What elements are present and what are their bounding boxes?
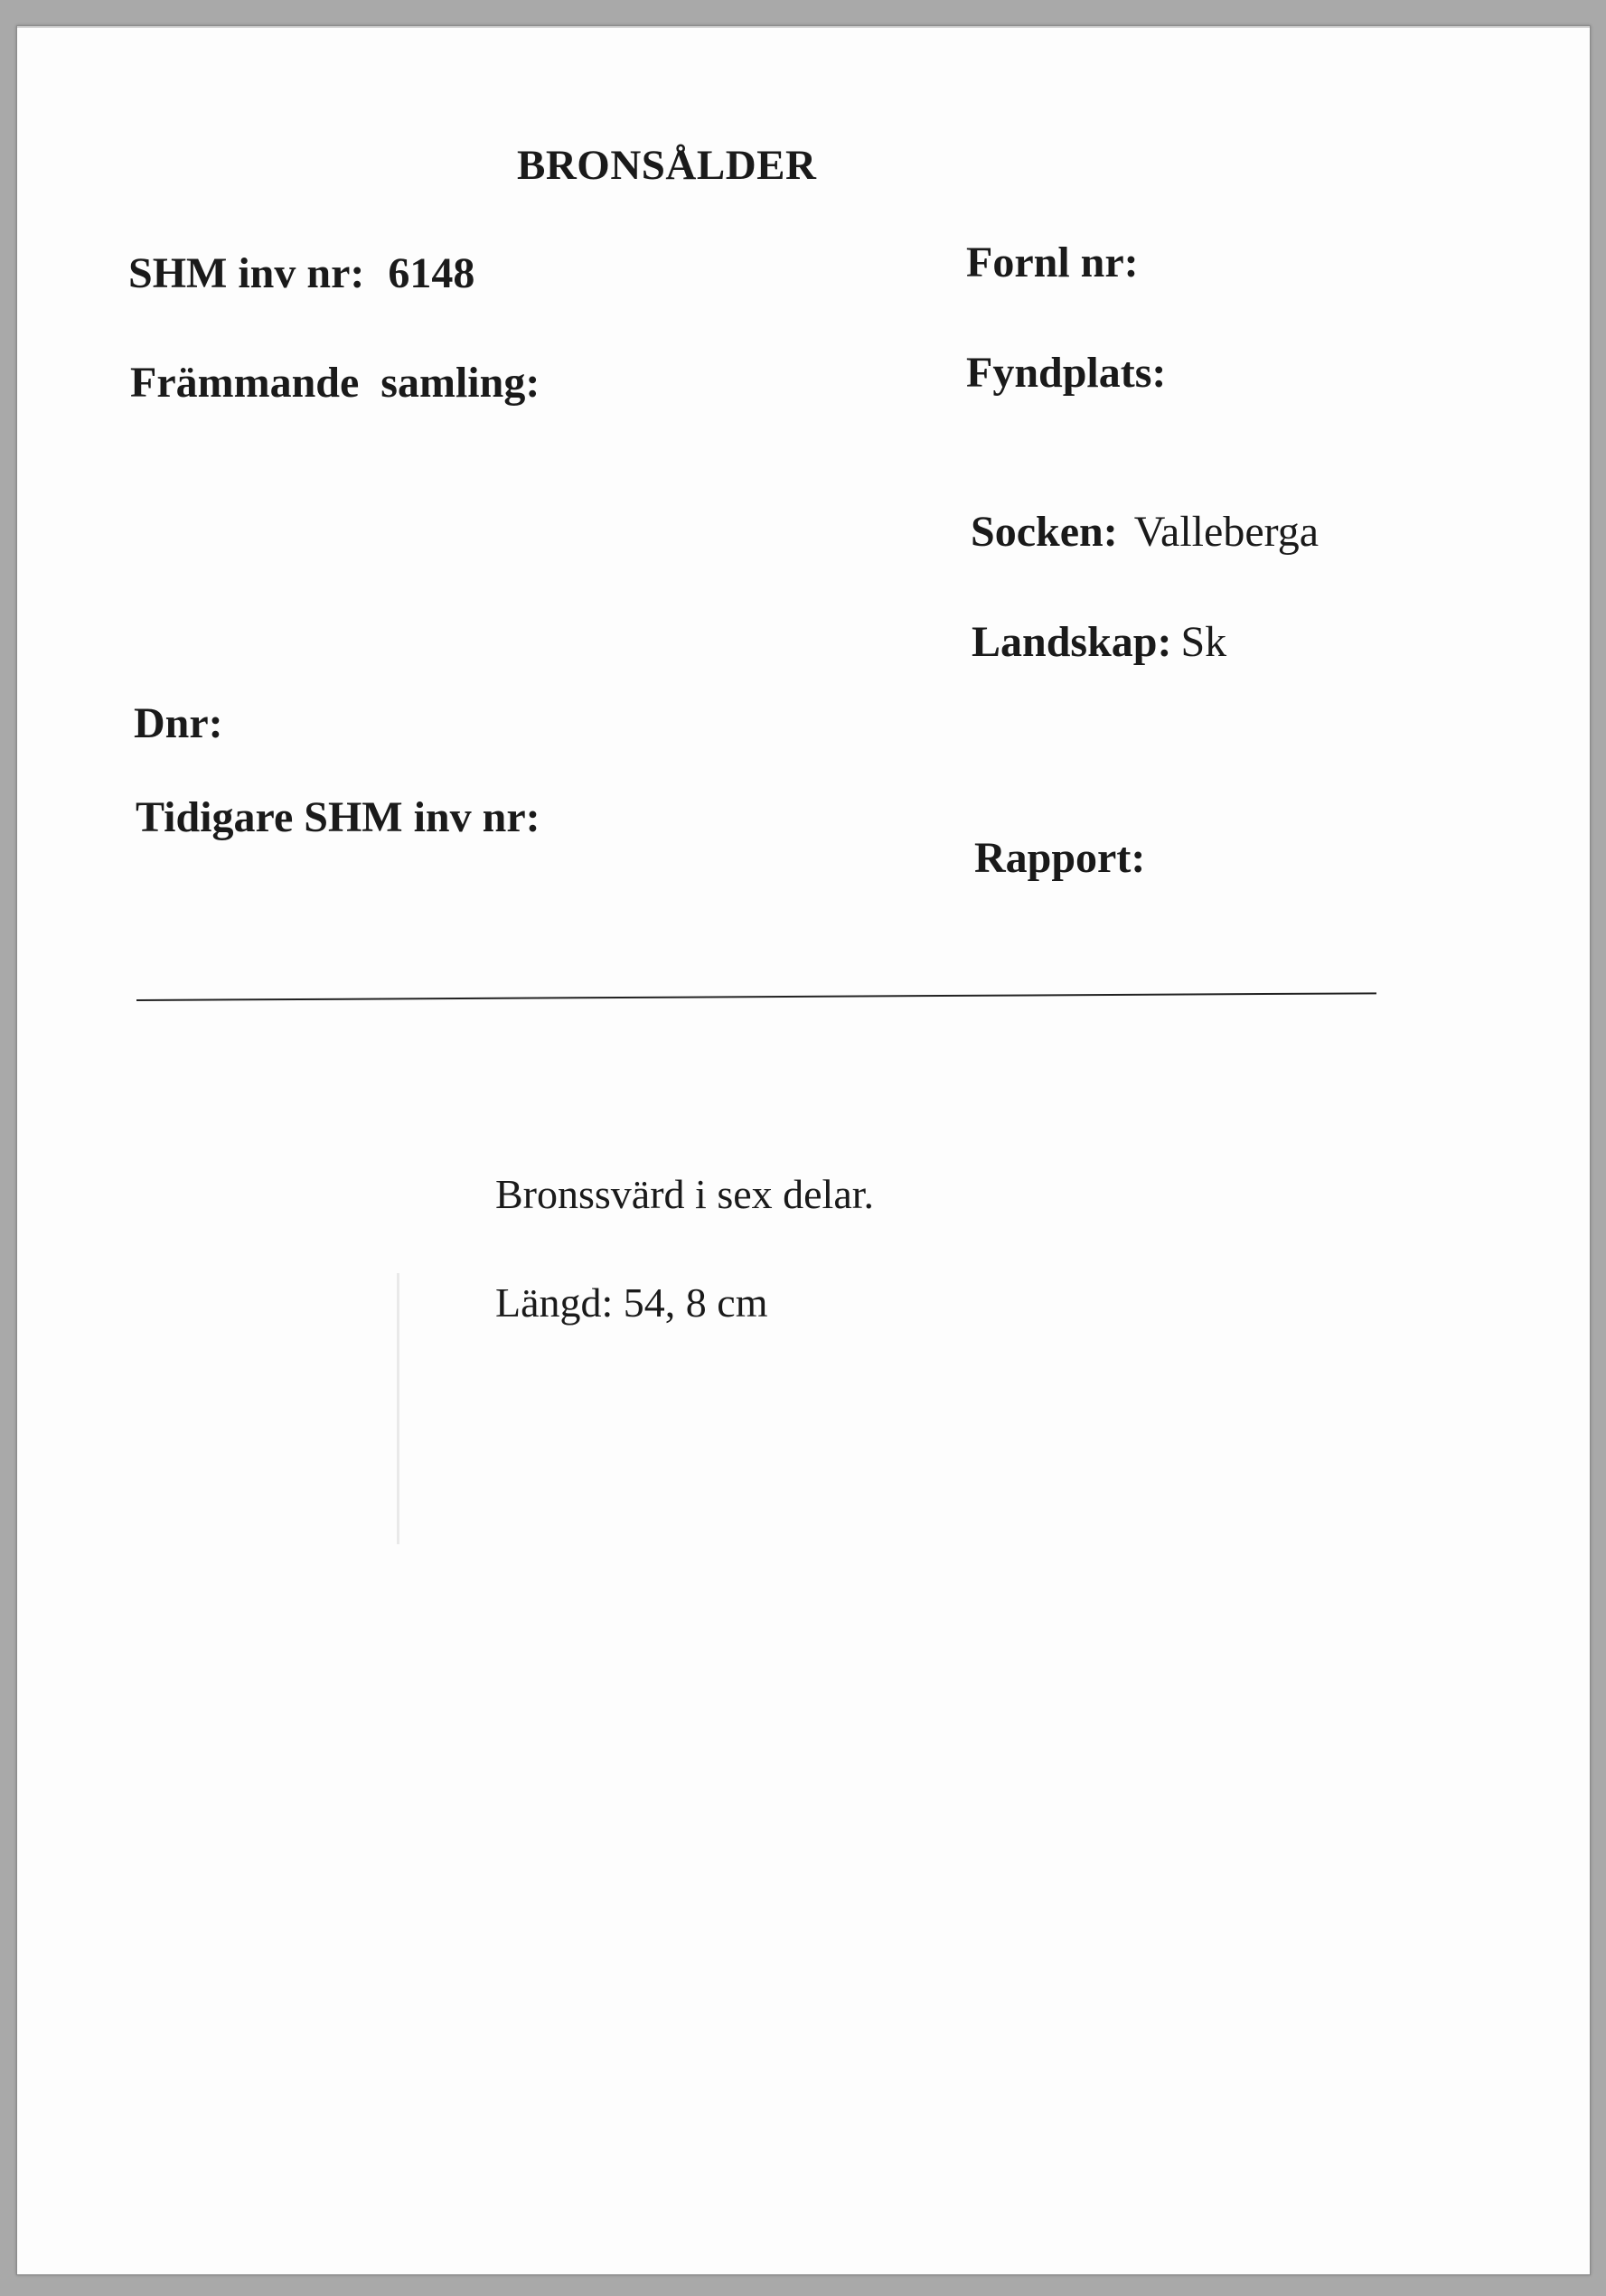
scan-streak <box>397 1273 399 1544</box>
socken-label: Socken: <box>971 508 1118 556</box>
landskap-value: Sk <box>1180 618 1227 666</box>
fornl-nr-label: Fornl nr: <box>966 239 1139 286</box>
fyndplats-label: Fyndplats: <box>966 349 1167 397</box>
frammande-samling-label: Främmande samling: <box>130 359 540 407</box>
description-line-2: Längd: 54, 8 cm <box>495 1279 768 1326</box>
landskap-label: Landskap: <box>972 618 1172 666</box>
landskap-row <box>972 618 1227 666</box>
catalog-card <box>16 25 1591 2275</box>
socken-row <box>971 508 1320 556</box>
tidigare-shm-label: Tidigare SHM inv nr: <box>136 793 540 841</box>
dnr-label: Dnr: <box>134 699 223 747</box>
socken-value: Valleberga <box>1133 508 1320 556</box>
shm-inv-value: 6148 <box>388 249 475 297</box>
description-line-1: Bronssvärd i sex delar. <box>495 1171 875 1217</box>
card-title: BRONSÅLDER <box>517 142 817 189</box>
shm-inv-label: SHM inv nr: <box>128 249 365 297</box>
scan-edge-top <box>17 26 1590 28</box>
rapport-label: Rapport: <box>974 834 1146 882</box>
divider-line <box>136 992 1376 1001</box>
shm-inv-row <box>128 249 475 297</box>
